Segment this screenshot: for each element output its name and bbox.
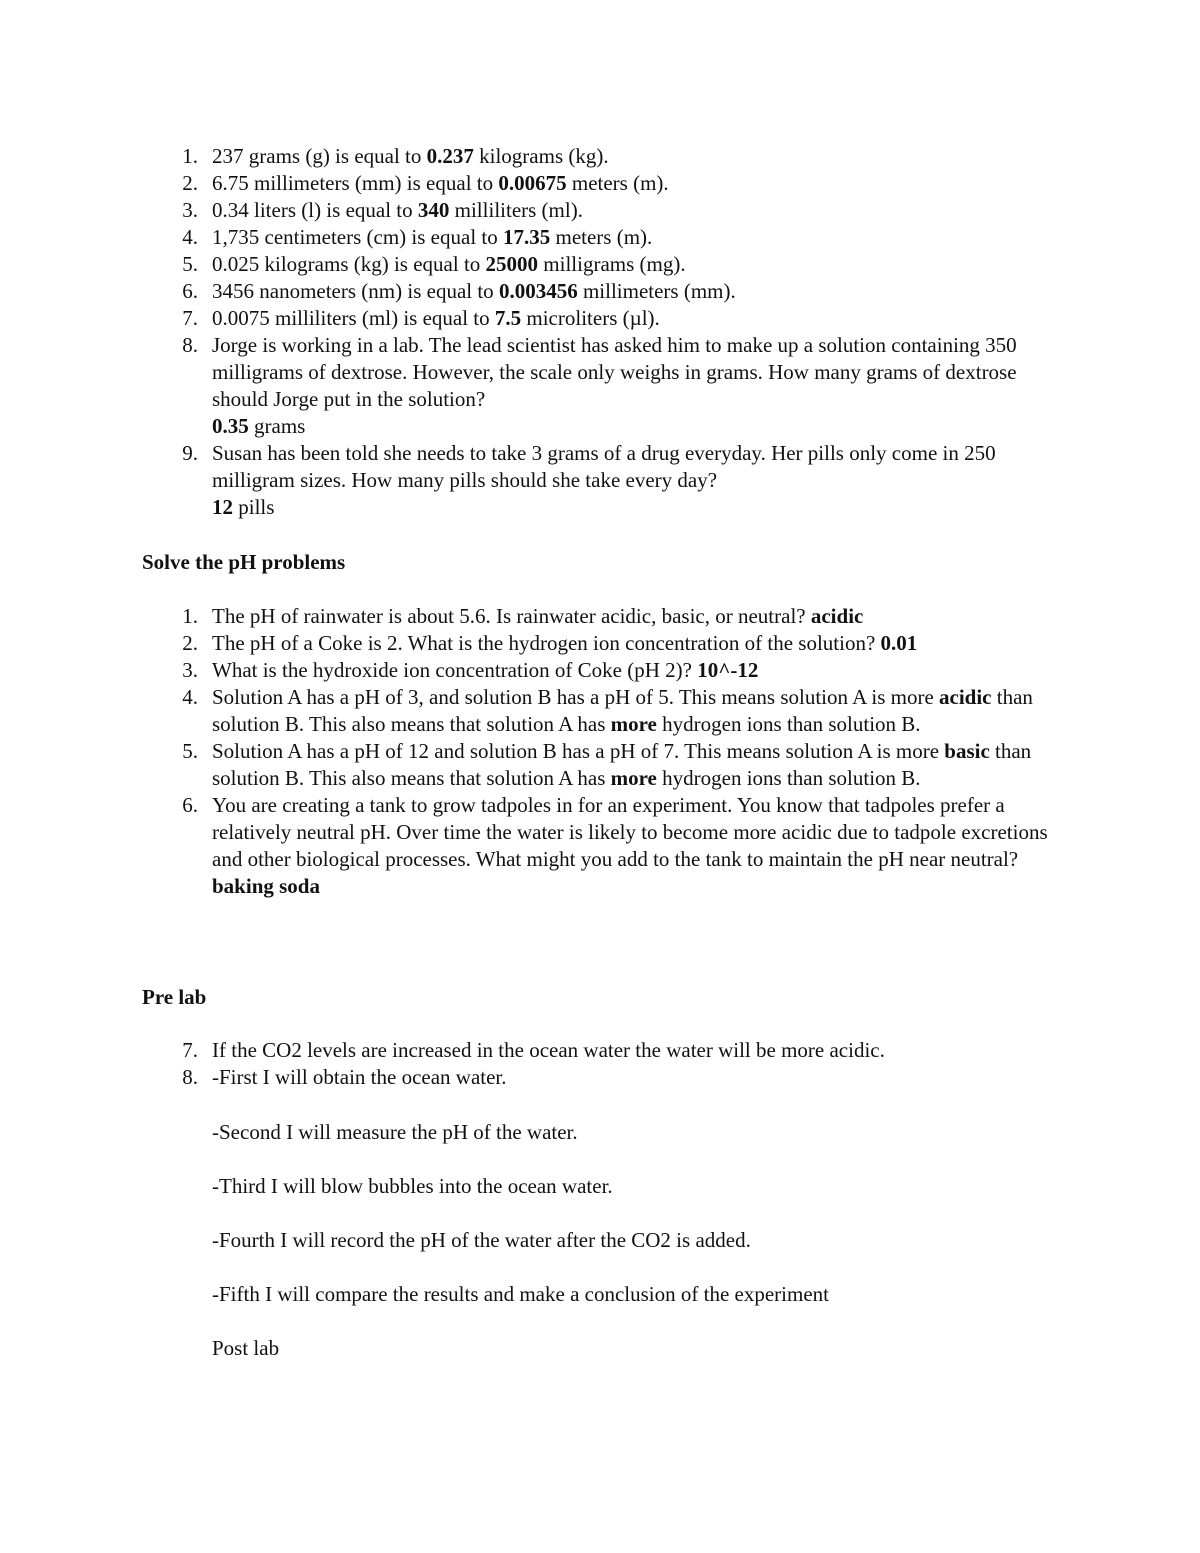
list-item: 9. Susan has been told she needs to take 3 grams of a drug everyday. Her pills only come in 250 milligram sizes. How many pills should she take every day? 12 pills [182,441,996,519]
section-heading-ph: Solve the pH problems [142,550,346,574]
answer: 10^-12 [697,658,759,682]
conversion-list [0,143,1200,521]
list-item: 2. The pH of a Coke is 2. What is the hydrogen ion concentration of the solution? 0.01 [182,631,918,655]
list-item: 5. Solution A has a pH of 12 and solution B has a pH of 7. This means solution A is more basic than solution B. This also means that solution A has more hydrogen ions than solution B. [182,739,1032,790]
step-third: -Third I will blow bubbles into the ocean water. [212,1174,613,1198]
list-item: 1. The pH of rainwater is about 5.6. Is rainwater acidic, basic, or neutral? acidic [182,604,864,628]
list-item: 7. If the CO2 levels are increased in the ocean water the water will be more acidic. [182,1038,885,1062]
prelab-list [0,1037,1200,1091]
answer: acidic [810,604,864,628]
answer: 12 [212,495,233,519]
step-fourth: -Fourth I will record the pH of the water after the CO2 is added. [212,1228,751,1252]
list-item: 5. 0.025 kilograms (kg) is equal to 25000 milligrams (mg). [182,252,686,276]
postlab-label: Post lab [212,1336,280,1360]
answer: 0.00675 [498,171,567,195]
answer: 25000 [485,252,539,276]
answer: 0.01 [880,631,918,655]
answer: more [610,712,657,736]
list-item: 4. Solution A has a pH of 3, and solution B has a pH of 5. This means solution A is more acidic than solution B. This also means that solution A has more hydrogen ions than solution B. [182,685,1033,736]
section-heading-prelab: Pre lab [142,985,207,1009]
list-item: 1. 237 grams (g) is equal to 0.237 kilograms (kg). [182,144,609,168]
list-item: 2. 6.75 millimeters (mm) is equal to 0.00675 meters (m). [182,171,669,195]
list-item: 7. 0.0075 milliliters (ml) is equal to 7.5 microliters (µl). [182,306,660,330]
list-item: 8. -First I will obtain the ocean water. [182,1065,507,1089]
list-item: 8. Jorge is working in a lab. The lead scientist has asked him to make up a solution containing 350 milligrams of dextrose. However, the scale only weighs in grams. How many grams of dextrose should Jorge put in the solution? 0.35 grams [182,333,1017,438]
answer: acidic [939,685,992,709]
answer: baking soda [212,874,320,898]
list-item: 3. 0.34 liters (l) is equal to 340 milliliters (ml). [182,198,583,222]
ph-list [0,603,1200,900]
list-item: 4. 1,735 centimeters (cm) is equal to 17.35 meters (m). [182,225,653,249]
step-second: -Second I will measure the pH of the water. [212,1120,578,1144]
answer: basic [944,739,990,763]
answer: 17.35 [503,225,551,249]
answer: 340 [417,198,450,222]
list-item: 6. 3456 nanometers (nm) is equal to 0.003456 millimeters (mm). [182,279,736,303]
answer: 0.35 [212,414,249,438]
answer: 7.5 [494,306,522,330]
answer: 0.003456 [498,279,578,303]
list-item: 6. You are creating a tank to grow tadpoles in for an experiment. You know that tadpoles prefer a relatively neutral pH. Over time the water is likely to become more acidic due to tadpole excretions and other biological processes. What might you add to the tank to maintain the pH near neutral? baking soda [182,793,1048,898]
answer: more [610,766,657,790]
list-item: 3. What is the hydroxide ion concentration of Coke (pH 2)? 10^-12 [182,658,759,682]
answer: 0.237 [426,144,474,168]
step-fifth: -Fifth I will compare the results and make a conclusion of the experiment [212,1282,829,1306]
